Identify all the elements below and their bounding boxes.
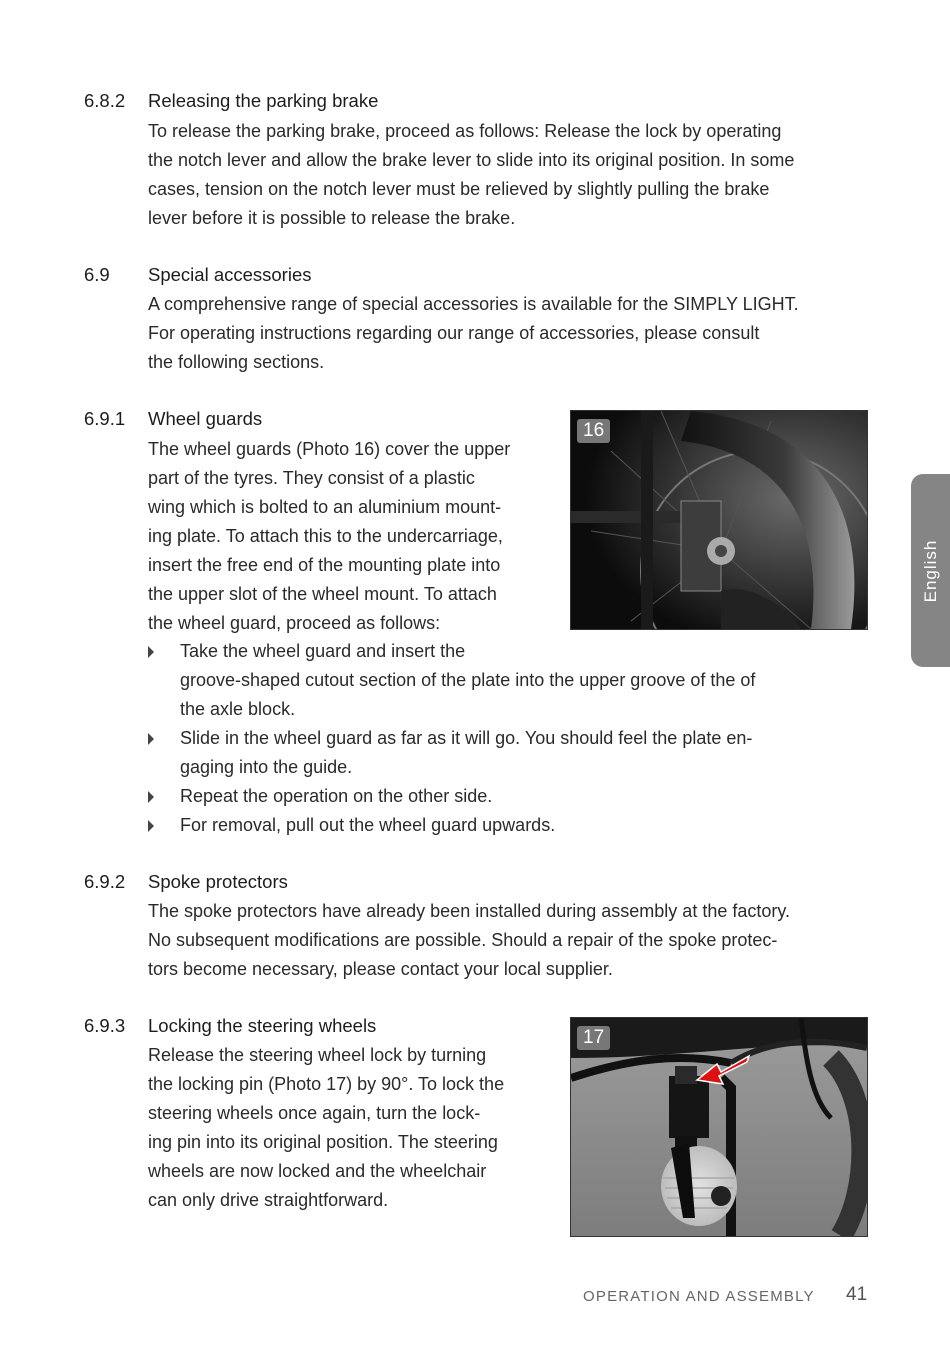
- paragraph-line: the notch lever and allow the brake lever to slide into its original position. In some: [148, 150, 795, 170]
- list-item-line: the axle block.: [180, 699, 296, 719]
- footer-section-label: OPERATION AND ASSEMBLY: [583, 1288, 815, 1305]
- section-title: Spoke protectors: [148, 871, 288, 892]
- paragraph-line: Release the steering wheel lock by turning: [148, 1045, 487, 1065]
- language-tab: [911, 474, 950, 667]
- paragraph-line: cases, tension on the notch lever must be relieved by slightly pulling the brake: [148, 179, 770, 199]
- paragraph-line: tors become necessary, please contact your local supplier.: [148, 959, 613, 979]
- list-item-line: Take the wheel guard and insert the: [180, 641, 466, 661]
- list-item-line: gaging into the guide.: [180, 757, 353, 777]
- bullet-arrow-icon: [148, 791, 154, 803]
- section-number: 6.9: [84, 264, 110, 285]
- paragraph-line: A comprehensive range of special accessories is available for the SIMPLY LIGHT.: [148, 294, 799, 314]
- paragraph-line: wing which is bolted to an aluminium mount-: [148, 497, 502, 517]
- paragraph-line: the following sections.: [148, 352, 325, 372]
- section-title: Wheel guards: [148, 408, 263, 429]
- paragraph-line: For operating instructions regarding our range of accessories, please consult: [148, 323, 760, 343]
- list-item-line: Repeat the operation on the other side.: [180, 786, 493, 806]
- paragraph-line: the upper slot of the wheel mount. To attach: [148, 584, 497, 604]
- paragraph-line: lever before it is possible to release the brake.: [148, 208, 516, 228]
- paragraph-line: To release the parking brake, proceed as follows: Release the lock by operating: [148, 121, 782, 141]
- section-title: Locking the steering wheels: [148, 1015, 377, 1036]
- paragraph-line: the locking pin (Photo 17) by 90°. To lock the: [148, 1074, 505, 1094]
- section-number: 6.9.2: [84, 871, 126, 892]
- paragraph-line: ing pin into its original position. The steering: [148, 1132, 498, 1152]
- steering-lock-photo-illustration: [571, 1018, 867, 1236]
- paragraph-line: The wheel guards (Photo 16) cover the upper: [148, 439, 511, 459]
- list-item-line: groove-shaped cutout section of the plate into the upper groove of the of: [180, 670, 756, 690]
- paragraph-line: can only drive straightforward.: [148, 1190, 389, 1210]
- paragraph-line: wheels are now locked and the wheelchair: [148, 1161, 487, 1181]
- section-title: Releasing the parking brake: [148, 90, 379, 111]
- paragraph-line: ing plate. To attach this to the undercarriage,: [148, 526, 503, 546]
- paragraph-line: insert the free end of the mounting plate into: [148, 555, 501, 575]
- photo-number-badge: 17: [577, 1026, 610, 1050]
- paragraph-line: No subsequent modifications are possible. Should a repair of the spoke protec-: [148, 930, 778, 950]
- section-number: 6.9.3: [84, 1015, 126, 1036]
- language-tab-label: English: [920, 539, 940, 602]
- list-item-line: For removal, pull out the wheel guard upwards.: [180, 815, 556, 835]
- photo-steering-lock: [570, 1017, 868, 1237]
- paragraph-line: part of the tyres. They consist of a plastic: [148, 468, 475, 488]
- section-number: 6.9.1: [84, 408, 126, 429]
- list-item-line: Slide in the wheel guard as far as it will go. You should feel the plate en-: [180, 728, 753, 748]
- page-number: 41: [846, 1284, 868, 1305]
- section-number: 6.8.2: [84, 90, 126, 111]
- wheel-guard-photo-illustration: [571, 411, 867, 629]
- paragraph-line: steering wheels once again, turn the lock-: [148, 1103, 481, 1123]
- paragraph-line: the wheel guard, proceed as follows:: [148, 613, 441, 633]
- bullet-arrow-icon: [148, 733, 154, 745]
- bullet-arrow-icon: [148, 820, 154, 832]
- bullet-arrow-icon: [148, 646, 154, 658]
- section-title: Special accessories: [148, 264, 312, 285]
- photo-number-badge: 16: [577, 419, 610, 443]
- paragraph-line: The spoke protectors have already been installed during assembly at the factory.: [148, 901, 791, 921]
- photo-wheel-guard: [570, 410, 868, 630]
